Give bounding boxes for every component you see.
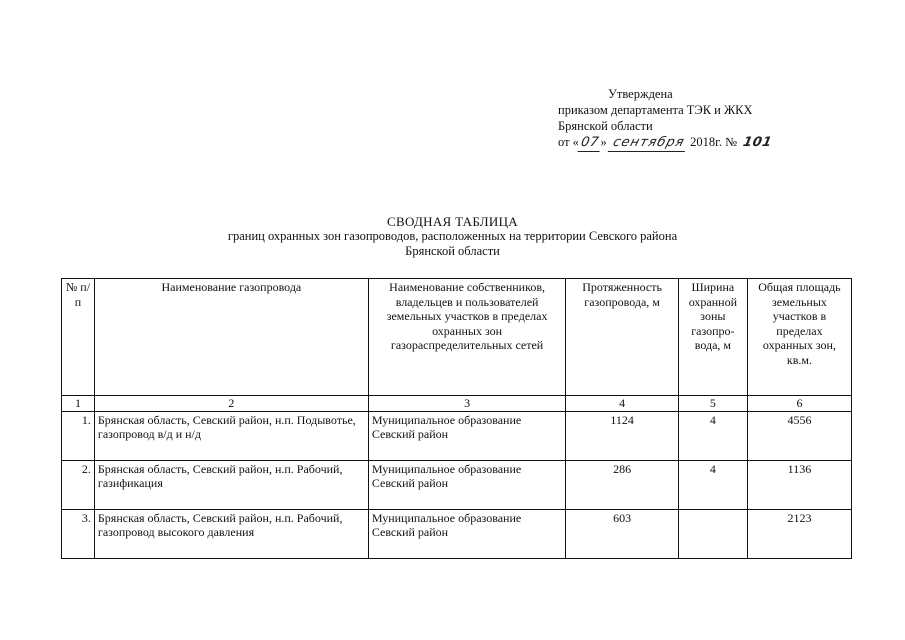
summary-table bbox=[61, 278, 852, 559]
header-zone-width: Ширина охранной зоны газопро-вода, м bbox=[678, 279, 747, 396]
order-number-handwritten: 101 bbox=[741, 135, 774, 150]
column-number: 6 bbox=[747, 396, 851, 412]
column-number: 4 bbox=[566, 396, 679, 412]
date-month-handwritten: сентября bbox=[608, 135, 690, 152]
row-length: 286 bbox=[566, 460, 679, 509]
date-prefix: от « bbox=[558, 135, 579, 149]
row-owner: Муниципальное образование Севский район bbox=[368, 460, 565, 509]
table-row bbox=[62, 509, 852, 558]
row-owner: Муниципальное образование Севский район bbox=[368, 509, 565, 558]
row-number: 2. bbox=[62, 460, 95, 509]
header-length: Протяженность газопровода, м bbox=[566, 279, 679, 396]
row-pipeline-name: Брянская область, Севский район, н.п. Рабочий, газификация bbox=[94, 460, 368, 509]
row-total-area: 4556 bbox=[747, 411, 851, 460]
row-zone-width: 4 bbox=[678, 411, 747, 460]
table-row bbox=[62, 460, 852, 509]
table-header-row bbox=[62, 279, 852, 396]
header-total-area: Общая площадь земельных участков в пределах охранных зон, кв.м. bbox=[747, 279, 851, 396]
row-total-area: 2123 bbox=[747, 509, 851, 558]
column-number: 2 bbox=[94, 396, 368, 412]
column-number: 5 bbox=[678, 396, 747, 412]
row-number: 1. bbox=[62, 411, 95, 460]
approval-line-1: Утверждена bbox=[608, 87, 673, 101]
row-pipeline-name: Брянская область, Севский район, н.п. Подывотье, газопровод в/д и н/д bbox=[94, 411, 368, 460]
row-length: 1124 bbox=[566, 411, 679, 460]
date-day-handwritten: 07 bbox=[577, 135, 602, 152]
approval-line-3: Брянской области bbox=[558, 119, 653, 133]
document-title: СВОДНАЯ ТАБЛИЦА bbox=[387, 214, 518, 229]
row-zone-width bbox=[678, 509, 747, 558]
number-sign: № bbox=[725, 135, 738, 149]
row-total-area: 1136 bbox=[747, 460, 851, 509]
row-number: 3. bbox=[62, 509, 95, 558]
header-owners: Наименование собственников, владельцев и пользователей земельных участков в пределах охранных зон газораспределительных сетей bbox=[368, 279, 565, 396]
approval-date-line bbox=[558, 134, 772, 152]
date-mid: » bbox=[600, 135, 607, 149]
column-number-row bbox=[62, 396, 852, 412]
date-year: 2018г. bbox=[690, 135, 722, 149]
approval-line-2: приказом департамента ТЭК и ЖКХ bbox=[558, 103, 753, 117]
column-number: 1 bbox=[62, 396, 95, 412]
header-pipeline-name: Наименование газопровода bbox=[94, 279, 368, 396]
table-row bbox=[62, 411, 852, 460]
document-title-block bbox=[0, 214, 905, 259]
row-zone-width: 4 bbox=[678, 460, 747, 509]
document-subtitle-1: границ охранных зон газопроводов, расположенных на территории Севского района bbox=[227, 229, 678, 243]
approval-block bbox=[558, 86, 772, 152]
column-number: 3 bbox=[368, 396, 565, 412]
header-number: № п/п bbox=[62, 279, 95, 396]
document-subtitle-2: Брянской области bbox=[405, 244, 500, 258]
row-length: 603 bbox=[566, 509, 679, 558]
row-owner: Муниципальное образование Севский район bbox=[368, 411, 565, 460]
row-pipeline-name: Брянская область, Севский район, н.п. Рабочий, газопровод высокого давления bbox=[94, 509, 368, 558]
